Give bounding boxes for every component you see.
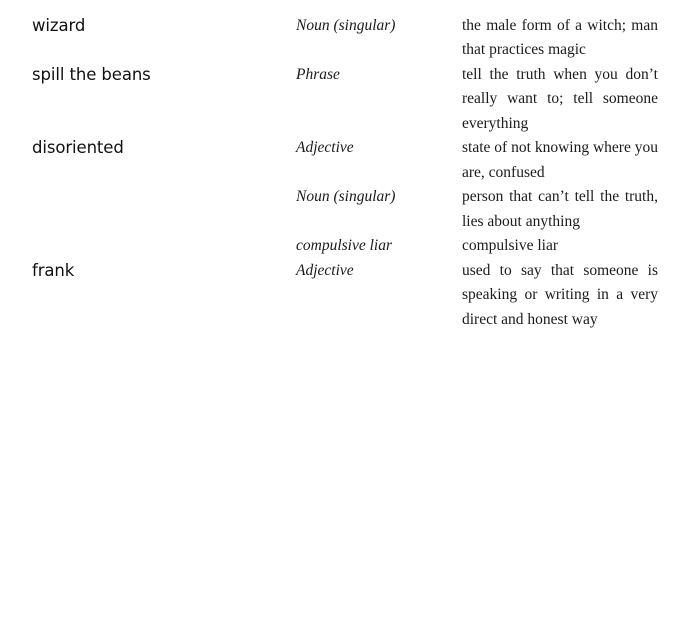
entry-part-of-speech: Noun (singular) [296,188,396,206]
table-row [32,185,658,234]
entry-term: spill the beans [32,64,151,84]
entry-definition: state of not knowing where you are, confused [462,139,658,181]
entry-definition: person that can’t tell the truth, lies about anything [462,188,658,230]
table-row [32,63,658,136]
entry-term [32,234,296,258]
table-row [32,136,658,185]
entry-definition: tell the truth when you don’t really want to; tell someone everything [462,65,658,132]
entry-term [32,185,296,234]
table-row [32,234,658,258]
entry-part-of-speech: Adjective [296,139,354,157]
table-row [32,14,658,63]
entry-part-of-speech: Phrase [296,65,340,83]
entry-definition: the male form of a witch; man that practices magic [462,17,658,59]
glossary-table [32,14,658,332]
entry-definition: used to say that someone is speaking or writing in a very direct and honest way [462,261,658,328]
table-row [32,259,658,332]
entry-definition: compulsive liar [462,237,558,255]
entry-part-of-speech: Noun (singular) [296,17,396,34]
entry-part-of-speech: compulsive liar [296,237,392,255]
entry-term: disoriented [32,138,124,158]
entry-term: frank [32,260,75,280]
entry-term: wizard [32,16,86,35]
entry-part-of-speech: Adjective [296,261,354,279]
